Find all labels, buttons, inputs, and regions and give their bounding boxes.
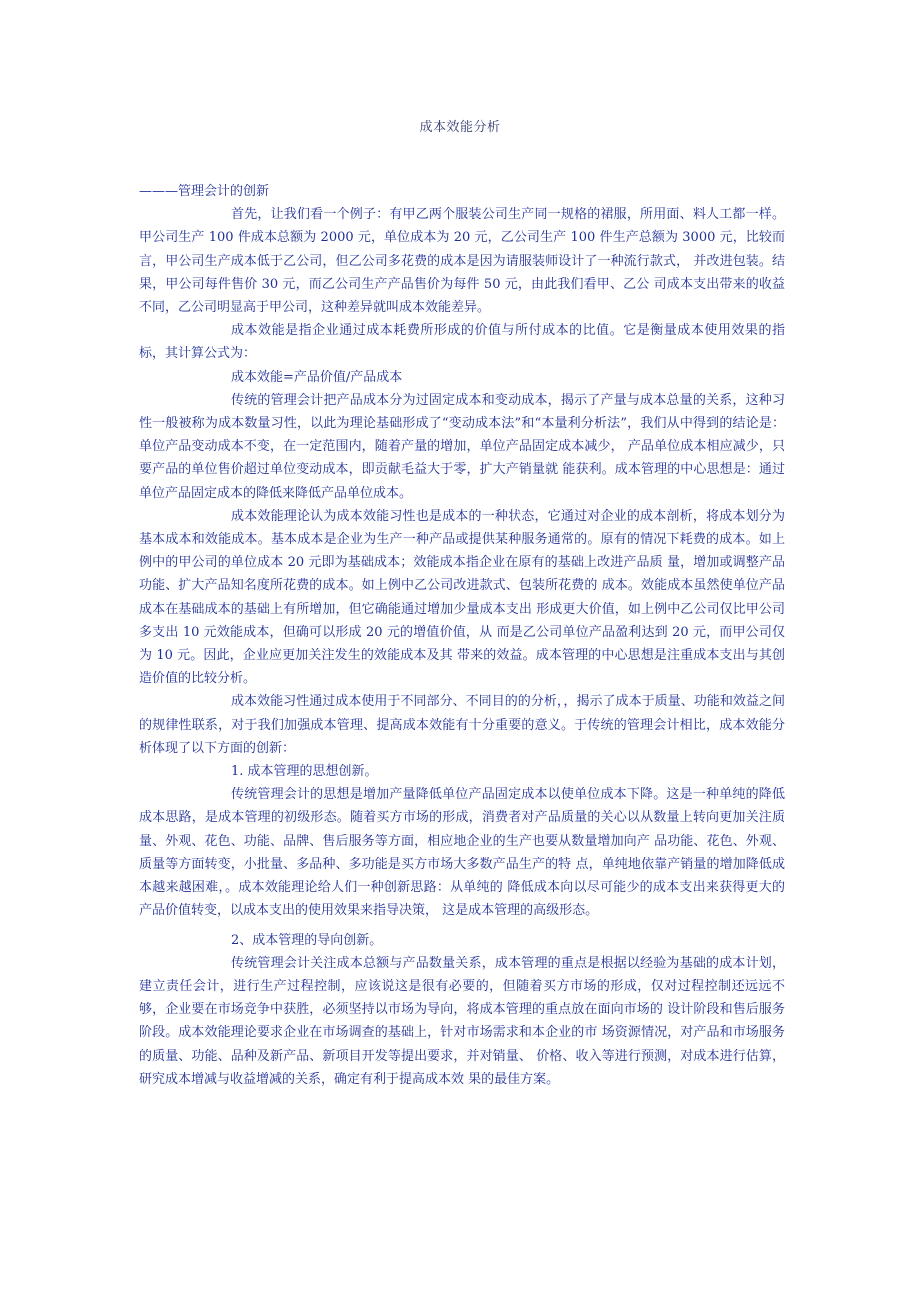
paragraph-innovation: 成本效能习性通过成本使用于不同部分、不同目的的分析，，揭示了成本于质量、功能和效益之间的规律性联系，对于我们加强成本管理、提高成本效能有十分重要的意义。于传统的管理会计相比，成本效能分析体现了以下方面的创新： (139, 694, 785, 756)
document-body (139, 180, 785, 1091)
section-heading-2: 2、成本管理的导向创新。 (231, 932, 383, 948)
document-subtitle: ———管理会计的创新 (139, 184, 270, 199)
formula: 成本效能=产品价值/产品成本 (231, 369, 403, 385)
paragraph-theory: 成本效能理论认为成本效能习性也是成本的一种状态，它通过对企业的成本剖析，将成本划分为 基本成本和效能成本。基本成本是企业为生产一种产品或提供某种服务通常的。原有的情况下耗费的成本。如上例中的甲公司的单位成本 20 元即为基础成本；效能成本指企业在原有的基础上改进产品质 量，增加或调整产品功能、扩大产品知名度所花费的成本。如上例中乙公司改进款式、包装所花费的 成本。效能成本虽然使单位产品成本在基础成本的基础上有所增加，但它确能通过增加少量成本支出 形成更大价值，如上例中乙公司仅比甲公司多支出 10 元效能成本，但确可以形成 20 元的增值价值，从 而是乙公司单位产品盈利达到 20 元，而甲公司仅为 10 元。因此，企业应更加关注发生的效能成本及其 带来的效益。成本管理的中心思想是注重成本支出与其创造价值的比较分析。 (139, 508, 785, 687)
paragraph-example: 首先，让我们看一个例子：有甲乙两个服装公司生产同一规格的裙服，所用面、料人工都一样。甲公司生产 100 件成本总额为 2000 元，单位成本为 20 元，乙公司生产 100 件生产总额为 3000 元，比较而言，甲公司生产成本低于乙公司，但乙公司多花费的成本是因为请服装师设计了一种流行款式， 并改进包装。结果，甲公司每件售价 30 元，而乙公司生产产品售价为每件 50 元，由此我们看甲、乙公 司成本支出带来的收益不同，乙公司明显高于甲公司，这种差异就叫成本效能差异。 (139, 207, 785, 316)
page-title: 成本效能分析 (419, 120, 501, 135)
section-body-2: 传统管理会计关注成本总额与产品数量关系，成本管理的重点是根据以经验为基础的成本计划， 建立责任会计，进行生产过程控制，应该说这是很有必要的，但随着买方市场的形成，仅对过程控制还远远不够，企业要在市场竞争中获胜，必须坚持以市场为导向，将成本管理的重点放在面向市场的 设计阶段和售后服务阶段。成本效能理论要求企业在市场调查的基础上，针对市场需求和本企业的市 场资源情况，对产品和市场服务的质量、功能、品种及新产品、新项目开发等提出要求，并对销量、 价格、收入等进行预测，对成本进行估算，研究成本增减与收益增减的关系，确定有利于提高成本效 果的最佳方案。 (139, 955, 785, 1087)
paragraph-definition: 成本效能是指企业通过成本耗费所形成的价值与所付成本的比值。它是衡量成本使用效果的指 标，其计算公式为： (139, 323, 785, 362)
section-body-1: 传统管理会计的思想是增加产量降低单位产品固定成本以使单位成本下降。这是一种单纯的降低 成本思路，是成本管理的初级形态。随着买方市场的形成，消费者对产品质量的关心以从数量上转向更加关注质量、外观、花色、功能、品牌、售后服务等方面，相应地企业的生产也要从数量增加向产 品功能、花色、外观、质量等方面转变，小批量、多品种、多功能是买方市场大多数产品生产的特 点，单纯地依靠产销量的增加降低成本越来越困难，。成本效能理论给人们一种创新思路：从单纯的 降低成本向以尽可能少的成本支出来获得更大的产品价值转变，以成本支出的使用效果来指导决策， 这是成本管理的高级形态。 (139, 787, 785, 919)
section-heading-1: 1. 成本管理的思想创新。 (231, 764, 378, 780)
paragraph-traditional: 传统的管理会计把产品成本分为过固定成本和变动成本，揭示了产量与成本总量的关系，这种习 性一般被称为成本数量习性，以此为理论基础形成了“变动成本法”和“本量利分析法”，我们从中得到的结论是：单位产品变动成本不变，在一定范围内，随着产量的增加，单位产品固定成本减少， 产品单位成本相应减少，只要产品的单位售价超过单位变动成本，即贡献毛益大于零，扩大产销量就 能获利。成本管理的中心思想是：通过单位产品固定成本的降低来降低产品单位成本。 (139, 392, 785, 501)
